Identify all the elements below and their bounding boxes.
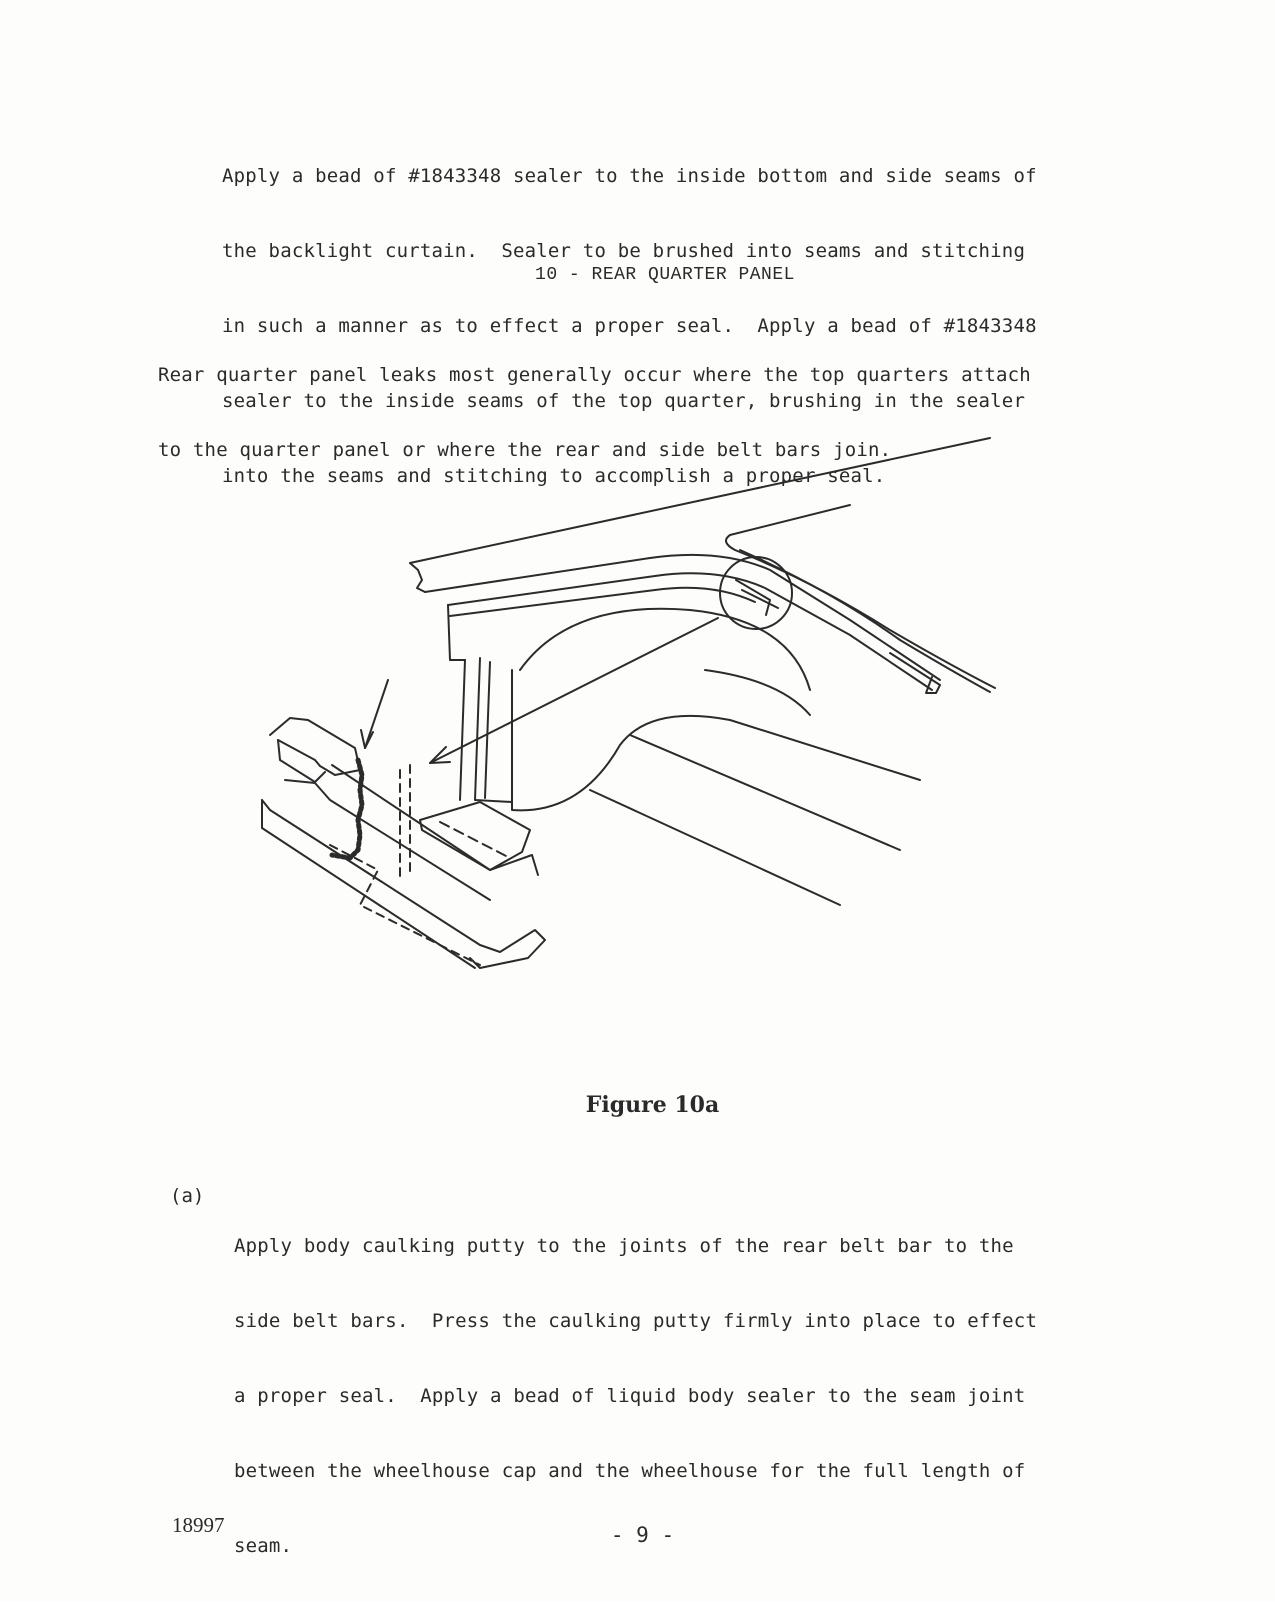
wheelhouse-floor [630, 735, 900, 850]
side-belt-bar-lower [262, 800, 545, 968]
panel-vertical-1 [460, 660, 465, 800]
deck-line [410, 438, 990, 563]
page-number: - 9 - [610, 1523, 675, 1547]
deck-upper-edge [410, 563, 425, 592]
figure-caption: Figure 10a [585, 1092, 720, 1118]
wheelhouse-floor-2 [590, 790, 840, 905]
intro-line: sealer to the inside seams of the top quarter, brushing in the sealer [222, 390, 1026, 412]
wheelhouse-inner [705, 670, 810, 715]
summary-line: Rear quarter panel leaks most generally occur where the top quarters attach [158, 364, 1031, 386]
step-line: side belt bars. Press the caulking putty firmly into place to effect [234, 1310, 1038, 1332]
wheelhouse-arch [520, 609, 810, 690]
hidden-edges [330, 765, 480, 965]
section-heading: 10 - REAR QUARTER PANEL [535, 265, 795, 285]
panel-vertical-3 [485, 662, 490, 798]
step-line: between the wheelhouse cap and the wheelhouse for the full length of [234, 1460, 1026, 1482]
cap-dashes [440, 822, 510, 858]
intro-line: into the seams and stitching to accomplish a proper seal. [222, 465, 886, 487]
step-marker: (a) [170, 1185, 205, 1207]
intro-line: the backlight curtain. Sealer to be brushed into seams and stitching [222, 240, 1026, 262]
top-quarter-edge [726, 505, 995, 688]
step-line: Apply body caulking putty to the joints of the rear belt bar to the [234, 1235, 1014, 1257]
panel-left-edge [448, 605, 465, 660]
rear-quarter-panel-illustration [250, 430, 1050, 1010]
belt-bar-channel [278, 740, 325, 782]
document-number: 18997 [172, 1513, 225, 1537]
summary-line: to the quarter panel or where the rear and side belt bars join. [158, 439, 892, 461]
caulking-arrow [365, 680, 388, 748]
leader-arrow [430, 618, 718, 763]
step-line: a proper seal. Apply a bead of liquid body sealer to the seam joint [234, 1385, 1026, 1407]
belt-bar-top [270, 718, 360, 775]
intro-line: in such a manner as to effect a proper seal. Apply a bead of #1843348 [222, 315, 1037, 337]
intro-line: Apply a bead of #1843348 sealer to the inside bottom and side seams of [222, 165, 1037, 187]
step-line: seam. [234, 1535, 293, 1557]
